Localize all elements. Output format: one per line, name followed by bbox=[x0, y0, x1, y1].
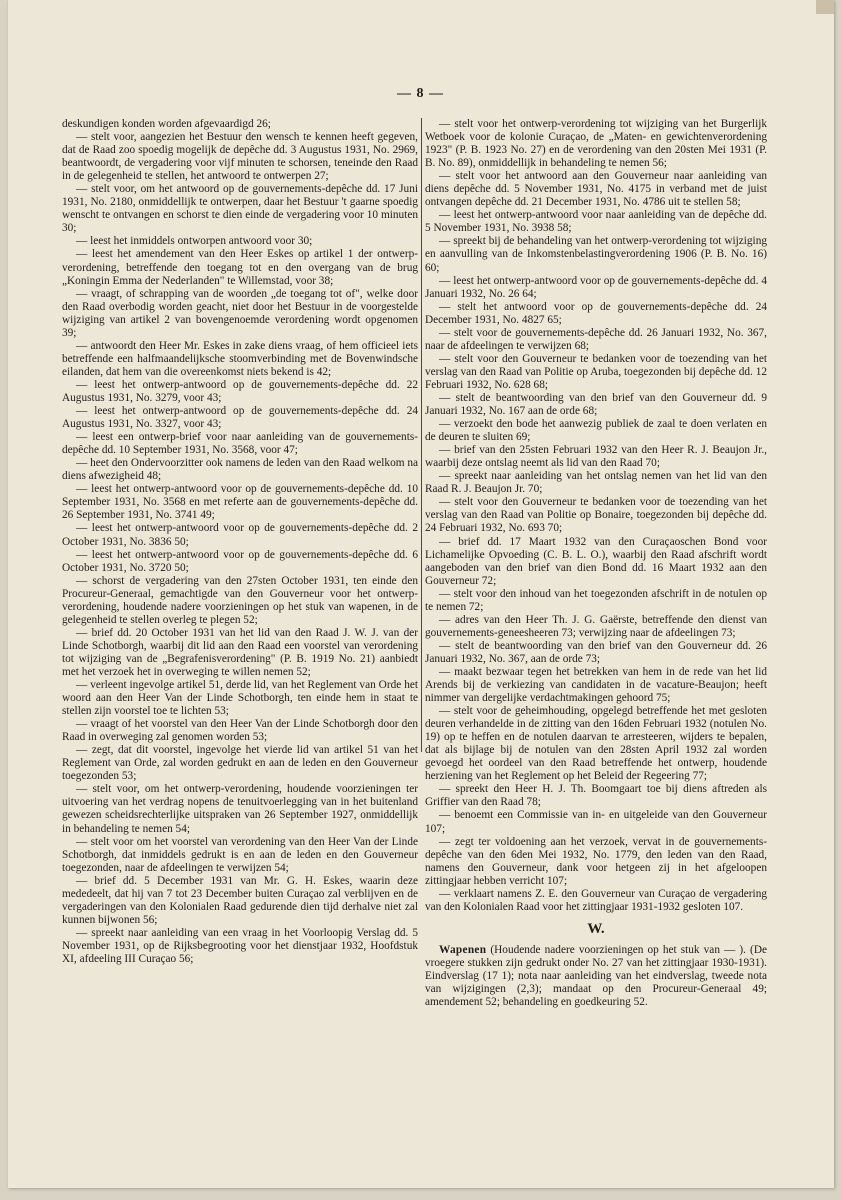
index-entry: — verzoekt den bode het aanwezig publiek de zaal te doen verlaten en de deuren te sluiten 69; bbox=[425, 418, 767, 444]
index-entry: — stelt voor, om het antwoord op de gouvernements-depêche dd. 17 Juni 1931, No. 2180, onmiddellijk te ontwerpen, daar het Bestuur 't gaarne spoedig wenscht te ontvangen en schorst te dien einde de vergadering voor 10 minuten 30; bbox=[62, 183, 418, 235]
index-entry: — leest het ontwerp-antwoord voor naar aanleiding van de depêche dd. 5 November 1931, No. 3938 58; bbox=[425, 209, 767, 235]
index-entry: — leest het amendement van den Heer Eskes op artikel 1 der ontwerp-verordening, betreffende den toegang tot en den overgang van de brug „Koningin Emma der Nederlanden" te Willemstad, voor 38; bbox=[62, 248, 418, 287]
index-entry: — leest het ontwerp-antwoord voor op de gouvernements-depêche dd. 2 October 1931, No. 3836 50; bbox=[62, 522, 418, 548]
index-entry: — stelt voor de gouvernements-depêche dd. 26 Januari 1932, No. 367, naar de afdeelingen te verwijzen 68; bbox=[425, 326, 767, 352]
index-entry: — antwoordt den Heer Mr. Eskes in zake diens vraag, of hem officieel iets betreffende een halfmaandelijksche stoomverbinding met de Bovenwindsche eilanden, dat hem van die overeenkomst niets bekend is 42; bbox=[62, 339, 418, 378]
index-entry: — verleent ingevolge artikel 51, derde lid, van het Reglement van Orde het woord aan den Heer Van der Linde Schotborgh, ten einde hem in staat te stellen zijn voorstel toe te lichten 53; bbox=[62, 679, 418, 718]
index-entry: — stelt voor den Gouverneur te bedanken voor de toezending van het verslag van den Raad van Politie op Bonaire, toegezonden bij depêche dd. 24 Februari 1932, No. 693 70; bbox=[425, 496, 767, 535]
index-entry: — stelt voor den inhoud van het toegezonden afschrift in de notulen op te nemen 72; bbox=[425, 587, 767, 613]
index-entry: — vraagt of het voorstel van den Heer Van der Linde Schotborgh door den Raad in overweging zal genomen worden 53; bbox=[62, 718, 418, 744]
section-letter: W. bbox=[587, 920, 605, 937]
index-entry: — leest het ontwerp-antwoord op de gouvernements-depêche dd. 22 Augustus 1931, No. 3279, voor 43; bbox=[62, 378, 418, 404]
index-entry: — adres van den Heer Th. J. G. Gaërste, betreffende den dienst van gouvernements-geneesheeren 73; verwijzing naar de afdeelingen 73; bbox=[425, 613, 767, 639]
page-corner-shadow bbox=[816, 0, 834, 14]
index-entry: — leest het inmiddels ontworpen antwoord voor 30; bbox=[76, 235, 313, 248]
index-entry: — leest het ontwerp-antwoord voor op de gouvernements-depêche dd. 10 September 1931, No. 3568 en met referte aan de gouvernements-depêche dd. 26 September 1931, No. 3741 49; bbox=[62, 483, 418, 522]
index-entry: — stelt voor om het voorstel van verordening van den Heer Van der Linde Schotborgh, dat inmiddels gedrukt is en aan de leden en den Gouverneur toegezonden, naar de afdeelingen te verwijzen 54; bbox=[62, 835, 418, 874]
index-entry: — stelt de beantwoording van den brief van den Gouverneur dd. 26 Januari 1932, No. 367, aan de orde 73; bbox=[425, 639, 767, 665]
index-entry: — spreekt naar aanleiding van het ontslag nemen van het lid van den Raad R. J. Beaujon Jr. 70; bbox=[425, 470, 767, 496]
index-entry: — stelt voor de geheimhouding, opgelegd betreffende het met gesloten deuren verhandelde in de zitting van den 16den Februari 1932 (notulen No. 19) op te heffen en de notulen daarvan te arresteeren, wijders te bepalen, dat als bijlage bij de notulen van den 28sten April 1932 zal worden gevoegd het oordeel van den Raad betreffende het ontwerp, houdende herziening van het Reglement op het Beleid der Regeering 77; bbox=[425, 705, 767, 783]
index-entry: — stelt voor, aangezien het Bestuur den wensch te kennen heeft gegeven, dat de Raad zoo spoedig mogelijk de depêche dd. 3 Augustus 1931, No. 2969, beantwoordt, de vergadering voor vijf minuten te schorsen, teneinde den Raad in de gelegenheid te stellen, het antwoord te ontwerpen 27; bbox=[62, 131, 418, 183]
right-column-entries bbox=[425, 118, 767, 914]
index-entry: — brief dd. 20 October 1931 van het lid van den Raad J. W. J. van der Linde Schotborgh, waarbij dit lid aan den Raad een voorstel van verordening tot wijziging van de „Begrafenisverordening" (P. B. 1919 No. 21) aanbiedt met het verzoek het in overweging te willen nemen 52; bbox=[62, 626, 418, 678]
index-entry: — zegt, dat dit voorstel, ingevolge het vierde lid van artikel 51 van het Reglement van Orde, zal worden gedrukt en aan de leden en den Gouverneur toegezonden 53; bbox=[62, 744, 418, 783]
right-column bbox=[425, 118, 767, 1009]
index-entry: — benoemt een Commissie van in- en uitgeleide van den Gouverneur 107; bbox=[425, 809, 767, 835]
section-w-entry bbox=[425, 944, 767, 1009]
index-entry: — stelt voor den Gouverneur te bedanken voor de toezending van het verslag van den Raad van Politie op Aruba, toegezonden bij depêche dd. 12 Februari 1932, No. 628 68; bbox=[425, 352, 767, 391]
index-entry: — leest het ontwerp-antwoord voor op de gouvernements-depêche dd. 4 Januari 1932, No. 26 64; bbox=[425, 274, 767, 300]
index-entry: — zegt ter voldoening aan het verzoek, vervat in de gouvernements-depêche van den 6den Mei 1932, No. 1779, den leden van den Raad, namens den Gouverneur, dank voor hetgeen zij in het afgeloopen zittingjaar hebben verricht 107; bbox=[425, 835, 767, 887]
page-number: — 8 — bbox=[397, 86, 444, 101]
index-entry: — stelt voor, om het ontwerp-verordening, houdende voorzieningen ter uitvoering van het verdrag nopens de tenuitvoerlegging van in het buitenland gewezen scheidsrechterlijke uitspraken van 26 September 1927, onmiddellijk in behandeling te nemen 54; bbox=[62, 783, 418, 835]
index-entry: — brief dd. 17 Maart 1932 van den Curaçaoschen Bond voor Lichamelijke Opvoeding (C. B. L. O.), waarbij den Raad afschrift wordt aangeboden van den brief van dien Bond dd. 16 Maart 1932 aan den Gouverneur 72; bbox=[425, 535, 767, 587]
column-divider bbox=[421, 118, 422, 752]
index-entry: — spreekt naar aanleiding van een vraag in het Voorloopig Verslag dd. 5 November 1931, op de Rijksbegrooting voor het dienstjaar 1932, Hoofdstuk XI, afdeeling III Curaçao 56; bbox=[62, 926, 418, 965]
index-entry: — leest het ontwerp-antwoord voor op de gouvernements-depêche dd. 6 October 1931, No. 3720 50; bbox=[62, 548, 418, 574]
section-w-text: (Houdende nadere voorzieningen op het stuk van — ). (De vroegere stukken zijn gedrukt onder No. 27 van het zittingjaar 1930-1931). Eindverslag (17 1); nota naar aanleiding van het eindverslag, tweede nota van wijzigingen (2,3); mandaat op den Procureur-Generaal 49; amendement 52; behandeling en goedkeuring 52. bbox=[425, 943, 767, 1009]
left-column bbox=[62, 118, 418, 966]
index-entry: — brief van den 25sten Februari 1932 van den Heer R. J. Beaujon Jr., waarbij deze ontslag neemt als lid van den Raad 70; bbox=[425, 444, 767, 470]
index-entry: — verklaart namens Z. E. den Gouverneur van Curaçao de vergadering van den Kolonialen Raad voor het zittingjaar 1931-1932 gesloten 107. bbox=[425, 887, 767, 913]
index-entry: — stelt de beantwoording van den brief van den Gouverneur dd. 9 Januari 1932, No. 167 aan de orde 68; bbox=[425, 391, 767, 418]
section-w-title: Wapenen bbox=[439, 943, 487, 956]
index-entry: — leest een ontwerp-brief voor naar aanleiding van de gouvernements-depêche dd. 10 September 1931, No. 3568, voor 47; bbox=[62, 431, 418, 457]
index-entry: — brief dd. 5 December 1931 van Mr. G. H. Eskes, waarin deze mededeelt, dat hij van 7 tot 23 December buiten Curaçao zal verblijven en de vergaderingen van den Kolonialen Raad gedurende dien tijd derhalve niet zal kunnen bijwonen 56; bbox=[62, 874, 418, 926]
index-entry: — spreekt den Heer H. J. Th. Boomgaart toe bij diens aftreden als Griffier van den Raad 78; bbox=[425, 783, 767, 809]
index-entry: — stelt het antwoord voor op de gouvernements-depêche dd. 24 December 1931, No. 4827 65; bbox=[425, 300, 767, 326]
index-entry: — spreekt bij de behandeling van het ontwerp-verordening tot wijziging en aanvulling van de Inkomstenbelastingverordening 1906 (P. B. No. 16) 60; bbox=[425, 235, 767, 274]
index-entry: — stelt voor het ontwerp-verordening tot wijziging van het Burgerlijk Wetboek voor de kolonie Curaçao, de „Maten- en gewichtenverordening 1923" (P. B. 1923 No. 27) en de verordening van den 20sten Mei 1931 (P. B. No. 89), onmiddellijk in behandeling te nemen 56; bbox=[425, 118, 767, 170]
index-entry: deskundigen konden worden afgevaardigd 26; bbox=[62, 118, 271, 130]
index-entry: — schorst de vergadering van den 27sten October 1931, ten einde den Procureur-Generaal, gemachtigde van den Gouverneur voor het ontwerp-verordening, houdende nadere voorzieningen op het stuk van wapenen, in de gelegenheid te stellen overleg te plegen 52; bbox=[62, 574, 418, 626]
index-entry: — vraagt, of schrapping van de woorden „de toegang tot of", welke door den Raad overbodig worden geacht, niet door het Bestuur in de voorgestelde wijziging van artikel 2 van bovengenoemde verordening wordt opgenomen 39; bbox=[62, 287, 418, 339]
index-entry: — leest het ontwerp-antwoord op de gouvernements-depêche dd. 24 Augustus 1931, No. 3327, voor 43; bbox=[62, 405, 418, 431]
index-entry: — maakt bezwaar tegen het betrekken van hem in de rede van het lid Arends bij de verkiezing van candidaten in de vacature-Beaujon; heeft nimmer van dergelijke verdachtmakingen gehoord 75; bbox=[425, 665, 767, 705]
index-entry: — stelt voor het antwoord aan den Gouverneur naar aanleiding van diens depêche dd. 5 November 1931, No. 4175 in verband met de juist ontvangen depêche dd. 21 December 1931, No. 4786 uit te stellen 58; bbox=[425, 170, 767, 209]
index-entry: — heet den Ondervoorzitter ook namens de leden van den Raad welkom na diens afwezigheid 48; bbox=[62, 457, 418, 483]
